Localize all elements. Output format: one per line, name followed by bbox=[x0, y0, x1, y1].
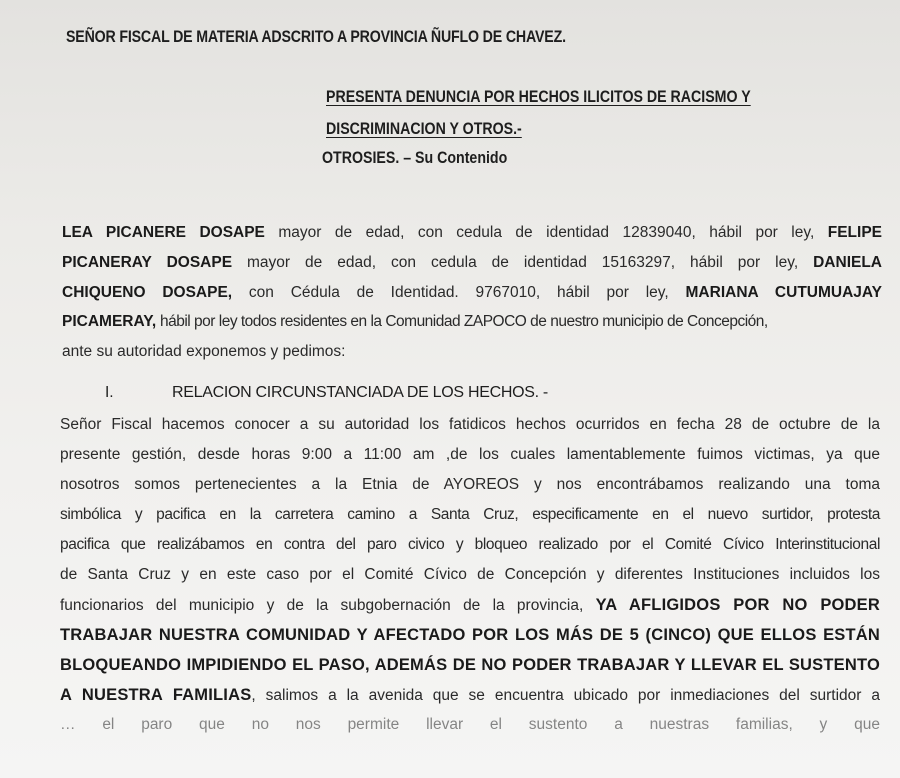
text-run: presente gestión, desde horas 9:00 a 11:00 am ,de los cuales lamentablemente fuimos victimas, ya que bbox=[60, 446, 880, 463]
paragraph-line bbox=[60, 564, 880, 586]
bold-text: BLOQUEANDO IMPIDIENDO EL PASO, ADEMÁS DE NO PODER TRABAJAR Y LLEVAR EL SUSTENTO bbox=[60, 656, 880, 674]
paragraph-line bbox=[60, 474, 880, 496]
subject-line-1: PRESENTA DENUNCIA POR HECHOS ILICITOS DE RACISMO Y bbox=[326, 88, 751, 106]
text-run: hábil por ley todos residentes en la Comunidad ZAPOCO de nuestro municipio de Concepción, bbox=[156, 313, 768, 330]
paragraph-line bbox=[60, 594, 880, 616]
bold-text: FELIPE bbox=[827, 224, 883, 241]
text-run: ante su autoridad exponemos y pedimos: bbox=[62, 343, 346, 360]
text-run: mayor de edad, con cedula de identidad 12839040, hábil por ley, bbox=[264, 224, 828, 241]
paragraph-line bbox=[60, 414, 880, 436]
bold-text: CHIQUENO DOSAPE, bbox=[62, 284, 233, 301]
paragraph-line bbox=[60, 714, 880, 736]
paragraph-line bbox=[62, 252, 882, 274]
text-run: nosotros somos pertenecientes a la Etnia de AYOREOS y nos encontrábamos realizando una toma bbox=[60, 476, 880, 493]
text-run: mayor de edad, con cedula de identidad 15163297, hábil por ley, bbox=[232, 254, 814, 271]
otrosies-line: OTROSIES. – Su Contenido bbox=[322, 149, 508, 167]
text-run: con Cédula de Identidad. 9767010, hábil por ley, bbox=[232, 284, 686, 301]
paragraph-line bbox=[62, 311, 882, 333]
paragraph-line bbox=[62, 222, 882, 244]
text-run: pacifica que realizábamos en contra del paro civico y bloqueo realizado por el Comité Cívico Interinstitucional bbox=[60, 536, 880, 553]
paragraph-line bbox=[62, 341, 882, 363]
paragraph-line bbox=[60, 684, 880, 706]
subject-line-2: DISCRIMINACION Y OTROS.- bbox=[326, 120, 522, 138]
bold-text: YA AFLIGIDOS POR NO PODER bbox=[595, 596, 880, 614]
section-number: I. bbox=[105, 384, 114, 401]
paragraph-line bbox=[60, 624, 880, 646]
paragraph-line bbox=[60, 504, 880, 526]
addressee-heading: SEÑOR FISCAL DE MATERIA ADSCRITO A PROVINCIA ÑUFLO DE CHAVEZ. bbox=[66, 28, 566, 46]
text-run: de Santa Cruz y en este caso por el Comité Cívico de Concepción y diferentes Instituciones incluidos los bbox=[60, 566, 880, 583]
paragraph-line bbox=[62, 282, 882, 304]
text-run: simbólica y pacifica en la carretera camino a Santa Cruz, especificamente en el nuevo surtidor, protesta bbox=[60, 506, 880, 523]
bold-text: MARIANA CUTUMUAJAY bbox=[685, 284, 883, 301]
bold-text: A NUESTRA FAMILIAS bbox=[60, 686, 252, 704]
section-title: RELACION CIRCUNSTANCIADA DE LOS HECHOS. - bbox=[172, 384, 548, 401]
bold-text: LEA PICANERE DOSAPE bbox=[62, 224, 265, 241]
paragraph-line bbox=[60, 534, 880, 556]
paragraph-line bbox=[60, 444, 880, 466]
text-run: Señor Fiscal hacemos conocer a su autoridad los fatidicos hechos ocurridos en fecha 28 de octubre de la bbox=[60, 416, 880, 433]
bold-text: PICAMERAY, bbox=[62, 313, 157, 330]
paragraph-line bbox=[60, 654, 880, 676]
bold-text: PICANERAY DOSAPE bbox=[62, 254, 233, 271]
text-run: … el paro que no nos permite llevar el sustento a nuestras familias, y que bbox=[60, 716, 880, 733]
bold-text: TRABAJAR NUESTRA COMUNIDAD Y AFECTADO POR LOS MÁS DE 5 (CINCO) QUE ELLOS ESTÁN bbox=[60, 626, 880, 644]
bold-text: DANIELA bbox=[813, 254, 882, 271]
text-run: funcionarios del municipio y de la subgobernación de la provincia, bbox=[60, 597, 596, 614]
text-run: , salimos a la avenida que se encuentra ubicado por inmediaciones del surtidor a bbox=[251, 687, 880, 704]
